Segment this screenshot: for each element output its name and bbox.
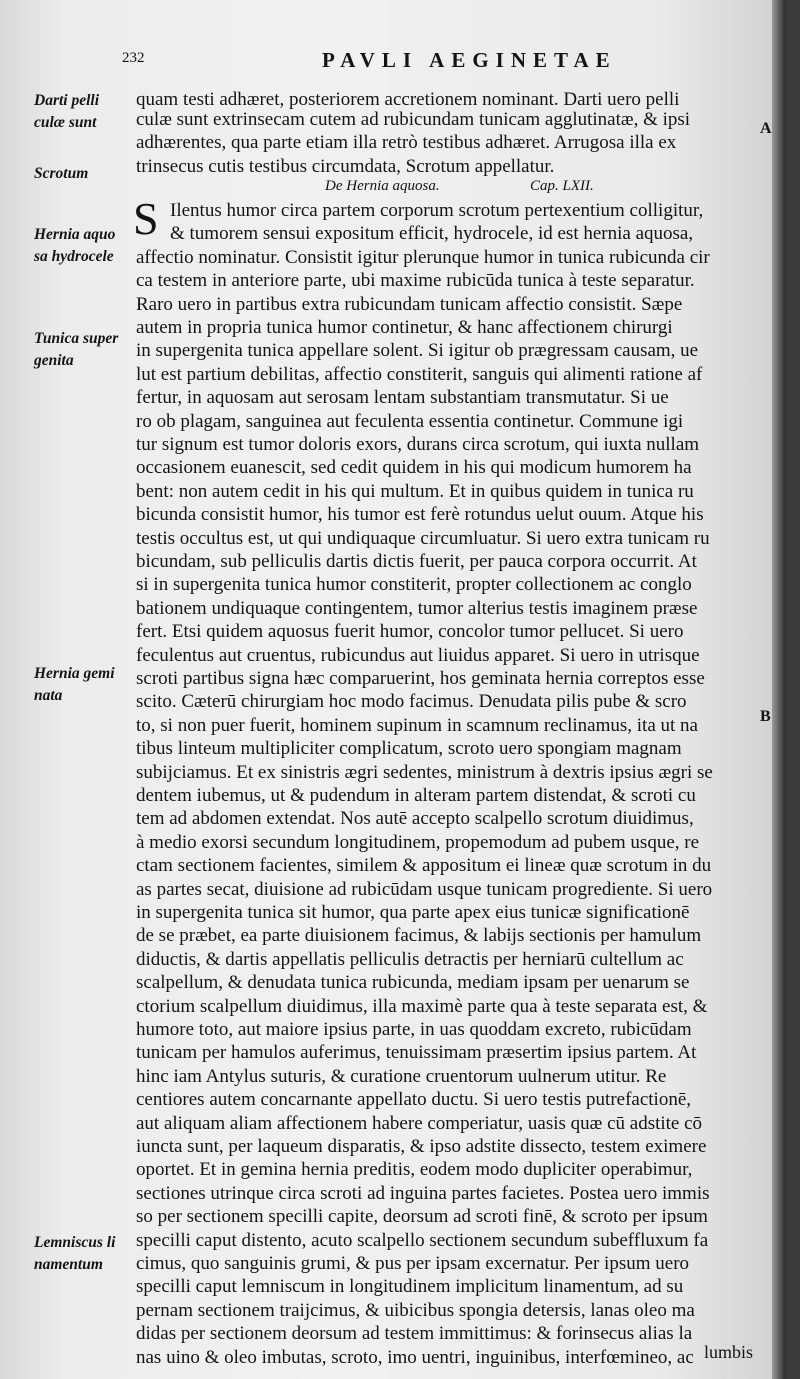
text-line: in supergenita tunica sit humor, qua parte apex eius tunicæ significationē — [136, 902, 690, 923]
text-line: scito. Cæterū chirurgiam hoc modo facimus. Denudata pilis pube & scro — [136, 691, 687, 713]
text-line: iuncta sunt, per laqueum disparatis, & ipso adstite dissecto, testem eximere — [136, 1136, 707, 1157]
text-line: bicunda consistit humor, his tumor est ferè rotundus uelut ouum. Atque his — [136, 504, 704, 526]
side-note-darti — [34, 90, 99, 134]
text-line: in supergenita tunica appellare solent. Si igitur ob prægressam causam, ue — [136, 340, 699, 362]
side-note-line: Darti pelli — [34, 92, 100, 109]
text-line: ctorium scalpellum diuidimus, illa maximè parte qua à teste separata est, & — [136, 995, 708, 1017]
text-line: & tumorem sensui expositum efficit, hydrocele, id est hernia aquosa, — [170, 223, 694, 245]
text-line: tibus linteum multipliciter complicatum, scroto uero spongiam magnam — [136, 738, 682, 760]
side-note-line: Scrotum — [34, 165, 89, 182]
side-note-tunica — [34, 328, 118, 372]
chapter-number: Cap. LXII. — [530, 178, 594, 194]
text-line: specilli caput distento, acuto scalpello sectionem secundum subeffluxum fa — [136, 1229, 709, 1251]
text-line: autem in propria tunica humor continetur, & hanc affectionem chirurgi — [136, 317, 673, 338]
text-line: fert. Etsi quidem aquosus fuerit humor, concolor tumor pellucet. Si uero — [136, 621, 684, 643]
text-line: à medio exorsi secundum longitudinem, propemodum ad pubem usque, re — [136, 831, 700, 853]
text-line: de se præbet, ea parte diuisionem facimus, & labijs sectionis per hamulum — [136, 925, 702, 947]
side-note-hernia-aquosa — [34, 224, 115, 268]
text-line: adhærentes, qua parte etiam illa retrò testibus adhæret. Arrugosa illa ex — [136, 132, 677, 153]
text-line: trinsecus cutis testibus circumdata, Scrotum appellatur. — [136, 156, 555, 177]
text-line: pernam sectionem traijcimus, & uibicibus spongia detersis, lanas oleo ma — [136, 1299, 695, 1321]
side-note-line: Hernia gemi — [34, 665, 115, 682]
margin-letter-a: A — [760, 120, 772, 137]
side-note-hernia-geminata — [34, 663, 115, 707]
text-line: oportet. Et in gemina hernia preditis, eodem modo dupliciter operabimur, — [136, 1159, 693, 1181]
side-note-line: Tunica super — [34, 330, 119, 347]
text-line: tunicam per hamulos auferimus, tenuissimam præsertim ipsius partem. At — [136, 1042, 697, 1064]
text-line: sectiones utrinque circa scroti ad inguina partes facietes. Postea uero immis — [136, 1182, 710, 1204]
text-line: tem ad abdomen extendat. Nos autē accepto scalpello scrotum diuidimus, — [136, 808, 694, 830]
text-line: occasionem euanescit, sed cedit quidem in his qui modicum humorem ha — [136, 457, 692, 479]
text-line: to, si non puer fuerit, hominem supinum in scamnum reclinamus, ita ut na — [136, 714, 698, 736]
text-line: centiores autem concarnante appellato ductu. Si uero testis putrefactionē, — [136, 1089, 692, 1111]
text-line: bent: non autem cedit in his qui multum. Et in quibus quidem in tunica ru — [136, 480, 694, 502]
text-line: si in supergenita tunica humor constiterit, propter collectionem ac conglo — [136, 574, 692, 596]
text-line: specilli caput lemniscum in longitudinem implicitum linamentum, ad su — [136, 1276, 684, 1298]
text-line: tur signum est tumor doloris exors, durans circa scrotum, qui iuxta nullam — [136, 434, 700, 455]
text-line: scroti partibus signa hæc comparuerint, hos geminata hernia correptos esse — [136, 668, 705, 689]
text-line: affectio nominatur. Consistit igitur plerunque humor in tunica rubicunda cir — [136, 246, 710, 268]
text-line: so per sectionem specilli capite, deorsum ad scroti finē, & scroto per ipsum — [136, 1206, 708, 1228]
margin-letter-b: B — [760, 708, 771, 725]
running-head: PAVLI AEGINETAE — [322, 48, 617, 72]
text-line: lut est partium debilitas, affectio constiterit, sanguis qui alimenti ratione af — [136, 363, 703, 385]
text-line: diductis, & dartis appellatis pelliculis detractis per herniarū cultellum ac — [136, 948, 684, 970]
side-note-line: Hernia aquo — [34, 226, 116, 243]
text-line: culæ sunt extrinsecam cutem ad rubicundam tunicam agglutinatæ, & ipsi — [136, 109, 691, 130]
text-line: bationem undiquaque contingentem, tumor alterius testis imaginem præse — [136, 597, 698, 619]
text-line: dentem iubemus, ut & pudendum in alteram partem distendat, & scroti cu — [136, 785, 696, 806]
chapter-title: De Hernia aquosa. — [325, 178, 440, 194]
side-note-line: namentum — [34, 1256, 103, 1273]
text-line: ro ob plagam, sanguinea aut feculenta essentia continetur. Commune igi — [136, 410, 684, 432]
text-line: feculentus aut cruentus, rubicundus aut liuidus apparet. Si uero in utrisque — [136, 644, 700, 666]
text-line: as partes secat, diuisione ad rubicūdam usque tunicam progrediente. Si uero — [136, 878, 713, 900]
text-line: ca testem in anteriore parte, ubi maxime rubicūda tunica à teste separatur. — [136, 270, 695, 292]
text-line: nas uino & oleo imbutas, scroto, imo uentri, inguinibus, interfœmineo, ac — [136, 1346, 694, 1368]
text-line: hinc iam Antylus suturis, & curatione cruentorum uulnerum utitur. Re — [136, 1065, 667, 1087]
text-line: subijciamus. Et ex sinistris ægri sedentes, ministrum à dextris ipsius ægri se — [136, 761, 713, 783]
text-line: Raro uero in partibus extra rubicundam tunicam affectio consistit. Sæpe — [136, 293, 683, 315]
text-line: aut aliquam aliam affectionem habere comperiatur, uasis quæ cū adstite cō — [136, 1112, 703, 1134]
text-line: scalpellum, & denudata tunica rubicunda, mediam ipsam per uenarum se — [136, 972, 690, 994]
side-note-line: sa hydrocele — [34, 248, 114, 265]
side-note-scrotum — [34, 163, 88, 185]
side-note-line: Lemniscus li — [34, 1234, 116, 1251]
text-line: bicundam, sub pelliculis dartis dictis fuerit, per pauca corpora occurrit. At — [136, 551, 697, 572]
text-line: testis occultus est, ut qui undiquaque circumluatur. Si uero extra tunicam ru — [136, 527, 710, 549]
catchword: lumbis — [704, 1342, 754, 1362]
text-line: cimus, quo sanguinis grumi, & pus per ipsam excernatur. Per ipsum uero — [136, 1253, 690, 1274]
page-edge — [772, 0, 786, 1379]
side-note-line: nata — [34, 687, 63, 704]
text-line: fertur, in aquosam aut serosam lentam substantiam transmutatur. Si ue — [136, 387, 669, 409]
page-number: 232 — [122, 50, 145, 66]
text-line: humore toto, aut maiore ipsius parte, in uas quoddam excreto, rubicūdam — [136, 1019, 692, 1040]
text-line: Ilentus humor circa partem corporum scrotum pertexentium colligitur, — [170, 200, 704, 221]
text-line: didas per sectionem deorsum ad testem immittimus: & forinsecus alias la — [136, 1323, 693, 1345]
text-line: ctam sectionem facientes, similem & appositum ei lineæ quæ scrotum in du — [136, 855, 712, 877]
text-line: quam testi adhæret, posteriorem accretionem nominant. Darti uero pelli — [136, 89, 680, 110]
side-note-line: genita — [34, 352, 74, 369]
side-note-lemniscus — [34, 1232, 115, 1276]
side-note-line: culæ sunt — [34, 114, 97, 131]
drop-cap: S — [133, 193, 159, 244]
